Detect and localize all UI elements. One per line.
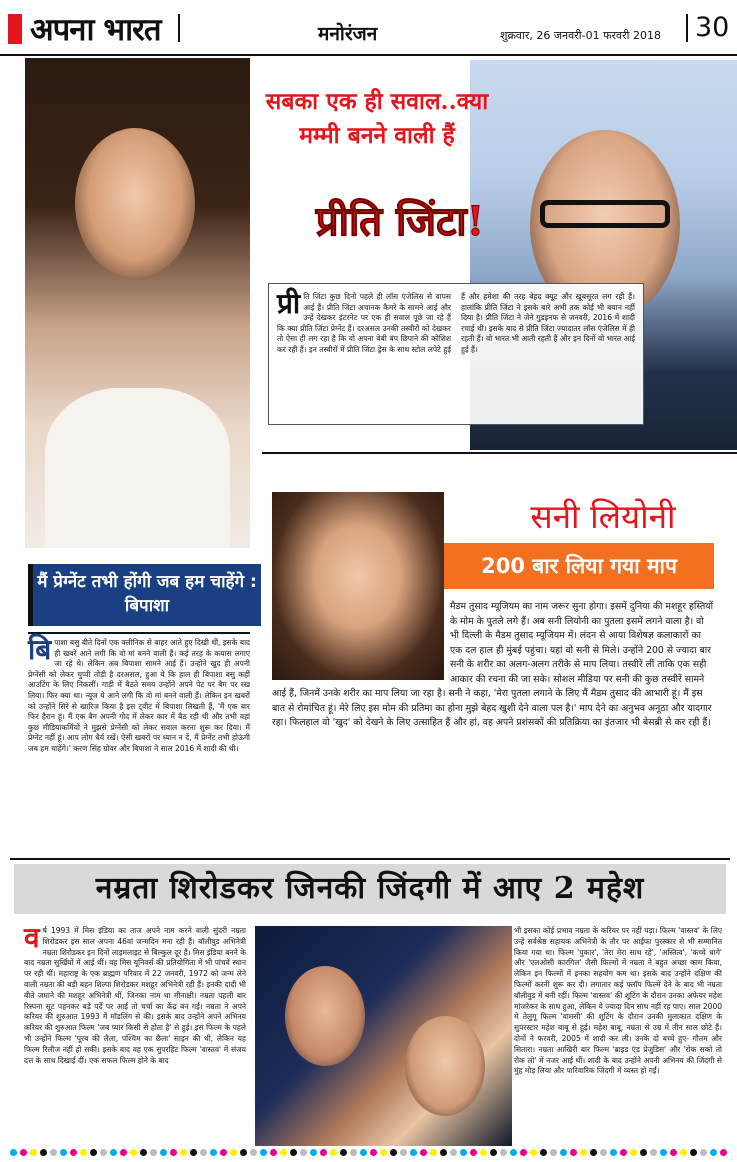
preity-article xyxy=(268,283,644,425)
footer-dot xyxy=(30,1149,37,1156)
footer-dot xyxy=(720,1149,727,1156)
footer-dot xyxy=(40,1149,47,1156)
drop-cap: बि xyxy=(28,633,52,666)
footer-dot xyxy=(680,1149,687,1156)
footer-dot xyxy=(230,1149,237,1156)
footer-dot xyxy=(360,1149,367,1156)
face-shape xyxy=(75,128,195,278)
footer-dot xyxy=(130,1149,137,1156)
footer-dot xyxy=(520,1149,527,1156)
footer-dot xyxy=(270,1149,277,1156)
footer-dot xyxy=(340,1149,347,1156)
dress-shape xyxy=(45,388,230,548)
footer-dot xyxy=(610,1149,617,1156)
footer-dot xyxy=(330,1149,337,1156)
drop-cap: प्री xyxy=(277,287,301,320)
footer-dot xyxy=(410,1149,417,1156)
header-divider xyxy=(686,14,688,42)
preity-name: प्रीति जिंटा! xyxy=(315,198,485,245)
drop-cap: व xyxy=(24,921,40,954)
namrata-headline: नम्रता शिरोडकर जिनकी जिंदगी में आए 2 महेश xyxy=(14,864,726,914)
footer-dot xyxy=(310,1149,317,1156)
footer-dot xyxy=(210,1149,217,1156)
footer-dot xyxy=(160,1149,167,1156)
footer-dot xyxy=(80,1149,87,1156)
footer-dot xyxy=(670,1149,677,1156)
glasses-shape xyxy=(540,200,670,228)
bipasha-article xyxy=(28,632,250,846)
footer-dot xyxy=(570,1149,577,1156)
bipasha-photo xyxy=(25,58,250,548)
footer-dot xyxy=(650,1149,657,1156)
bipasha-headline: मैं प्रेग्नेंट तभी होंगी जब हम चाहेंगे : बिपाशा xyxy=(28,564,261,626)
article-body: भी इसका कोई प्रभाव नम्रता के करियर पर नहीं पड़ा। फिल्म 'वास्तव' के लिए उन्हें सर्वश्रेष्ठ सहायक अभिनेत्री के तौर पर आईफा पुरस्कार से भी सम्मानित किया गया था। फिल्म 'पुकार', 'तेरा मेरा साथ रहे', 'अस्तित्व', 'कच्चे धागे' और 'एलओसी कारगिल' जैसी फिल्मों में नम्रता ने बहुत अच्छा काम किया, लेकिन इन फिल्मों में इनका सहयोग कम था। इसके बाद उन्होंने दक्षिण की फिल्मों करनी शुरू कर दी। लगातार कई फ्लॉप फिल्में देने के बाद भी नम्रता बॉलीवुड में बनी रहीं। फिल्म 'वास्तव' की शूटिंग के दौरान उनका अफेयर महेश मांजरेकर के साथ हुआ, लेकिन ये ज्यादा दिन साथ नहीं रह पाए। साल 2000 में तेलुगू फिल्म 'वामसी' की शूटिंग के दौरान उनकी मुलाकात दक्षिण के सुपरस्टार महेश बाबू से हुई। महेश बाबू, नम्रता से उम्र में तीन साल छोटे हैं। दोनों ने फरवरी, 2005 में शादी कर ली। उनके दो बच्चे हुए- गौतम और सितारा। नम्रता आखिरी बार फिल्म 'ब्राइड एंड प्रेजुडिस' और 'रोक सको तो रोक लो' में नजर आई थीं। शादी के बाद उन्होंने अपनी अभिनय की जिंदगी से मुंह मोड़ लिया और पारिवारिक जिंदगी में व्यस्त हो गईं। xyxy=(514,926,722,1076)
footer-dot-strip xyxy=(10,1146,730,1158)
footer-dot xyxy=(110,1149,117,1156)
footer-dot xyxy=(560,1149,567,1156)
footer-dot xyxy=(380,1149,387,1156)
footer-dot xyxy=(600,1149,607,1156)
footer-dot xyxy=(550,1149,557,1156)
face-shape xyxy=(405,1016,485,1116)
footer-dot xyxy=(150,1149,157,1156)
footer-dot xyxy=(460,1149,467,1156)
footer-dot xyxy=(290,1149,297,1156)
footer-dot xyxy=(240,1149,247,1156)
footer-dot xyxy=(250,1149,257,1156)
sunny-subheadline: 200 बार लिया गया माप xyxy=(444,543,714,589)
page-header xyxy=(0,0,737,56)
footer-dot xyxy=(530,1149,537,1156)
footer-dot xyxy=(660,1149,667,1156)
footer-dot xyxy=(60,1149,67,1156)
section-divider xyxy=(10,858,730,860)
footer-dot xyxy=(300,1149,307,1156)
page-number: 30 xyxy=(695,12,730,43)
footer-dot xyxy=(440,1149,447,1156)
footer-dot xyxy=(200,1149,207,1156)
section-divider xyxy=(262,452,737,454)
footer-dot xyxy=(260,1149,267,1156)
footer-dot xyxy=(540,1149,547,1156)
footer-dot xyxy=(180,1149,187,1156)
article-body: मैडम तुसाद म्यूजियम का नाम जरूर सुना होगा। इसमें दुनिया की मशहूर हस्तियों के मोम के पुतले लगे हैं। अब सनी लियोनी का पुतला इसमें लगने वाला है। वो भी दिल्ली के मैडम तुसाद म्यूजियम में। लंदन से आया विशेषज्ञ कलाकारों का एक दल हाल ही मुंबई पहुंचा। यहां वो सनी से मिले। उन्होंने 200 से ज्यादा बार सनी के शरीर का अलग-अलग तरीके से माप लिया। तस्वीरें लीं ताकि एक सही आकार की रचना की जा सके। सोशल मीडिया पर सनी की कुछ तस्वीरें सामने आई हैं, जिनमें उनके शरीर का माप लिया जा रहा है। सनी ने कहा, 'मेरा पुतला लगाने के लिए मैं मैडम तुसाद की आभारी हूं। मैं इस बात से रोमांचित हूं। मेरे लिए इस मोम की प्रतिमा का होना मुझे बेहद खुशी देने वाला पल है।' माप देने का अनुभव अनूठा और यादगार रहा। फिलहाल वो 'खुद' को देखने के लिए उत्साहित हैं और हां, वह अपने प्रशंसकों की प्रतिक्रिया का इंतजार भी बेसब्री से कर रही हैं। xyxy=(272,601,714,728)
sunny-article xyxy=(272,600,714,844)
footer-dot xyxy=(590,1149,597,1156)
footer-dot xyxy=(70,1149,77,1156)
header-divider xyxy=(178,14,180,42)
footer-dot xyxy=(400,1149,407,1156)
footer-dot xyxy=(350,1149,357,1156)
namrata-photo xyxy=(255,926,512,1146)
footer-dot xyxy=(630,1149,637,1156)
footer-dot xyxy=(20,1149,27,1156)
face-shape xyxy=(285,966,365,1066)
footer-dot xyxy=(120,1149,127,1156)
footer-dot xyxy=(480,1149,487,1156)
footer-dot xyxy=(320,1149,327,1156)
namrata-article-left xyxy=(24,921,246,1148)
footer-dot xyxy=(470,1149,477,1156)
footer-dot xyxy=(280,1149,287,1156)
section-title: मनोरंजन xyxy=(318,23,378,45)
footer-dot xyxy=(580,1149,587,1156)
footer-dot xyxy=(90,1149,97,1156)
footer-dot xyxy=(450,1149,457,1156)
namrata-article-right xyxy=(514,926,722,1148)
footer-dot xyxy=(500,1149,507,1156)
footer-dot xyxy=(420,1149,427,1156)
newspaper-brand: अपना भारत xyxy=(30,12,161,48)
footer-dot xyxy=(490,1149,497,1156)
article-body: र्ष 1993 में मिस इंडिया का ताज अपने नाम करने वाली सुंदरी नम्रता शिरोडकर इस साल अपना 46वां जन्मदिन मना रही हैं। बॉलीवुड अभिनेत्री नम्रता शिरोडकर इन दिनों लाइमलाइट से बिल्कुल दूर हैं। मिस इंडिया बनने के बाद नम्रता सुर्खियों में आई थीं। वह मिस यूनिवर्स की प्रतियोगिता में भी पांचवें स्थान पर रही थीं। महाराष्ट्र के एक ब्राह्मण परिवार में 22 जनवरी, 1972 को जन्म लेने वाली नम्रता की बड़ी बहन शिल्पा शिरोडकर मशहूर अभिनेत्री रही हैं। इनकी दादी भी बीते जमाने की मशहूर अभिनेत्री थीं, जिनका नाम था मीनाक्षी। नम्रता पहली बार रिस्पना सूट पहनकर बड़े पर्दे पर आई तो चर्चा का केंद्र बन गईं। नम्रता ने अपने करियर की शुरुआत 1993 में मॉडलिंग से की। इसके बाद उन्होंने अपने अभिनय करियर की शुरुआत फिल्म 'जब प्यार किसी से होता है' से हुई। इस फिल्म के पहले भी उन्होंने फिल्म 'पूरब की लैला, पश्चिम का छैला' साइन की थी, लेकिन यह फिल्म रिलीज नहीं हो सकी। इसके बाद वह एक सुपरहिट फिल्म 'वास्तव' में संजय दत्त के साथ दिखाई दीं। एक सफल फिल्म होने के बाद xyxy=(24,926,246,1065)
footer-dot xyxy=(390,1149,397,1156)
footer-dot xyxy=(140,1149,147,1156)
photo-wrap-space xyxy=(272,600,450,680)
preity-headline: सबका एक ही सवाल..क्या मम्मी बनने वाली हैं xyxy=(265,88,489,149)
footer-dot xyxy=(510,1149,517,1156)
sunny-name: सनी लियोनी xyxy=(530,497,676,536)
footer-dot xyxy=(220,1149,227,1156)
footer-dot xyxy=(690,1149,697,1156)
footer-dot xyxy=(700,1149,707,1156)
footer-dot xyxy=(170,1149,177,1156)
footer-dot xyxy=(50,1149,57,1156)
article-body: ति जिंटा कुछ दिनों पहले ही लॉस एंजेलिस से वापस आई हैं। प्रीति जिंटा अचानक कैमरे के सामने आई और उन्हें देखकर इंटरनेट पर एक ही सवाल पूछे जा रहे हैं कि क्या प्रीति जिंटा प्रेग्नेंट हैं। दरअसल उनकी तस्वीरों को देखकर तो ऐसा ही लग रहा है कि वो अपना बेबी बंप छिपाने की कोशिश कर रही हैं। इन तस्वीरों में प्रीति जिंटा ड्रेस के साथ स्टोल लपेटे हुई हैं और हमेशा की तरह बेहद क्यूट और खूबसूरत लग रही हैं। हालांकि प्रीति जिंटा ने इसके बारे अभी तक कोई भी बयान नहीं दिया है। प्रीति जिंटा ने जेने गुडइनफ से जनवरी, 2016 में शादी रचाई थी। इसके बाद से प्रीति जिंटा ज्यादातर लॉस एंजेलिस में ही रहती हैं। वो भारत भी आती रहती हैं और इन दिनों वो भारत आई हुई हैं। xyxy=(277,292,635,354)
brand-color-bar xyxy=(8,14,22,44)
footer-dot xyxy=(620,1149,627,1156)
footer-dot xyxy=(710,1149,717,1156)
article-body: पाशा बसु बीते दिनों एक क्लीनिक से बाहर आते हुए दिखी थीं, इसके बाद ही खबरें आने लगी कि वो मां बनने वाली हैं। कई तरह के कयास लगाए जा रहे थे। लेकिन अब बिपाशा सामने आई हैं। उन्होंने खुद ही अपनी प्रेग्नेंसी को लेकर चुप्पी तोड़ी है दरअसल, हुआ ये कि हाल ही बिपाशा बसु कहीं आउटिंग के लिए निकलीं। गाड़ी में बैठते समय उन्होंने अपने पेट पर बैग पर रख लिया। फिर क्या था। न्यूज ये आने लगी कि वो मां बनने वाली हैं। लेकिन इन खबरों को उन्होंने सिरे से खारिज किया है इस ट्वीट में बिपाशा लिखती हैं, 'मैं एक बार फिर हैरान हूं। मैं एक बैग अपनी गोद में लेकर कार में बैठ रही थी और तभी वहां कुछ मीडियाकर्मियों ने मुझसे प्रेग्नेंसी को लेकर सवाल करना शुरू कर दिया। मैं प्रेग्नेंट नहीं हूं। आप लोग धैर्य रखें। ऐसी खबरों पर ध्यान न दें, मैं प्रेग्नेंट तभी होऊंगी जब हम चाहेंगे।' करण सिंह ग्रोवर और बिपाशा ने साल 2016 में शादी की थी। xyxy=(28,638,250,753)
footer-dot xyxy=(100,1149,107,1156)
footer-dot xyxy=(10,1149,17,1156)
footer-dot xyxy=(640,1149,647,1156)
footer-dot xyxy=(190,1149,197,1156)
footer-dot xyxy=(370,1149,377,1156)
issue-date: शुक्रवार, 26 जनवरी-01 फरवरी 2018 xyxy=(500,29,662,42)
footer-dot xyxy=(430,1149,437,1156)
